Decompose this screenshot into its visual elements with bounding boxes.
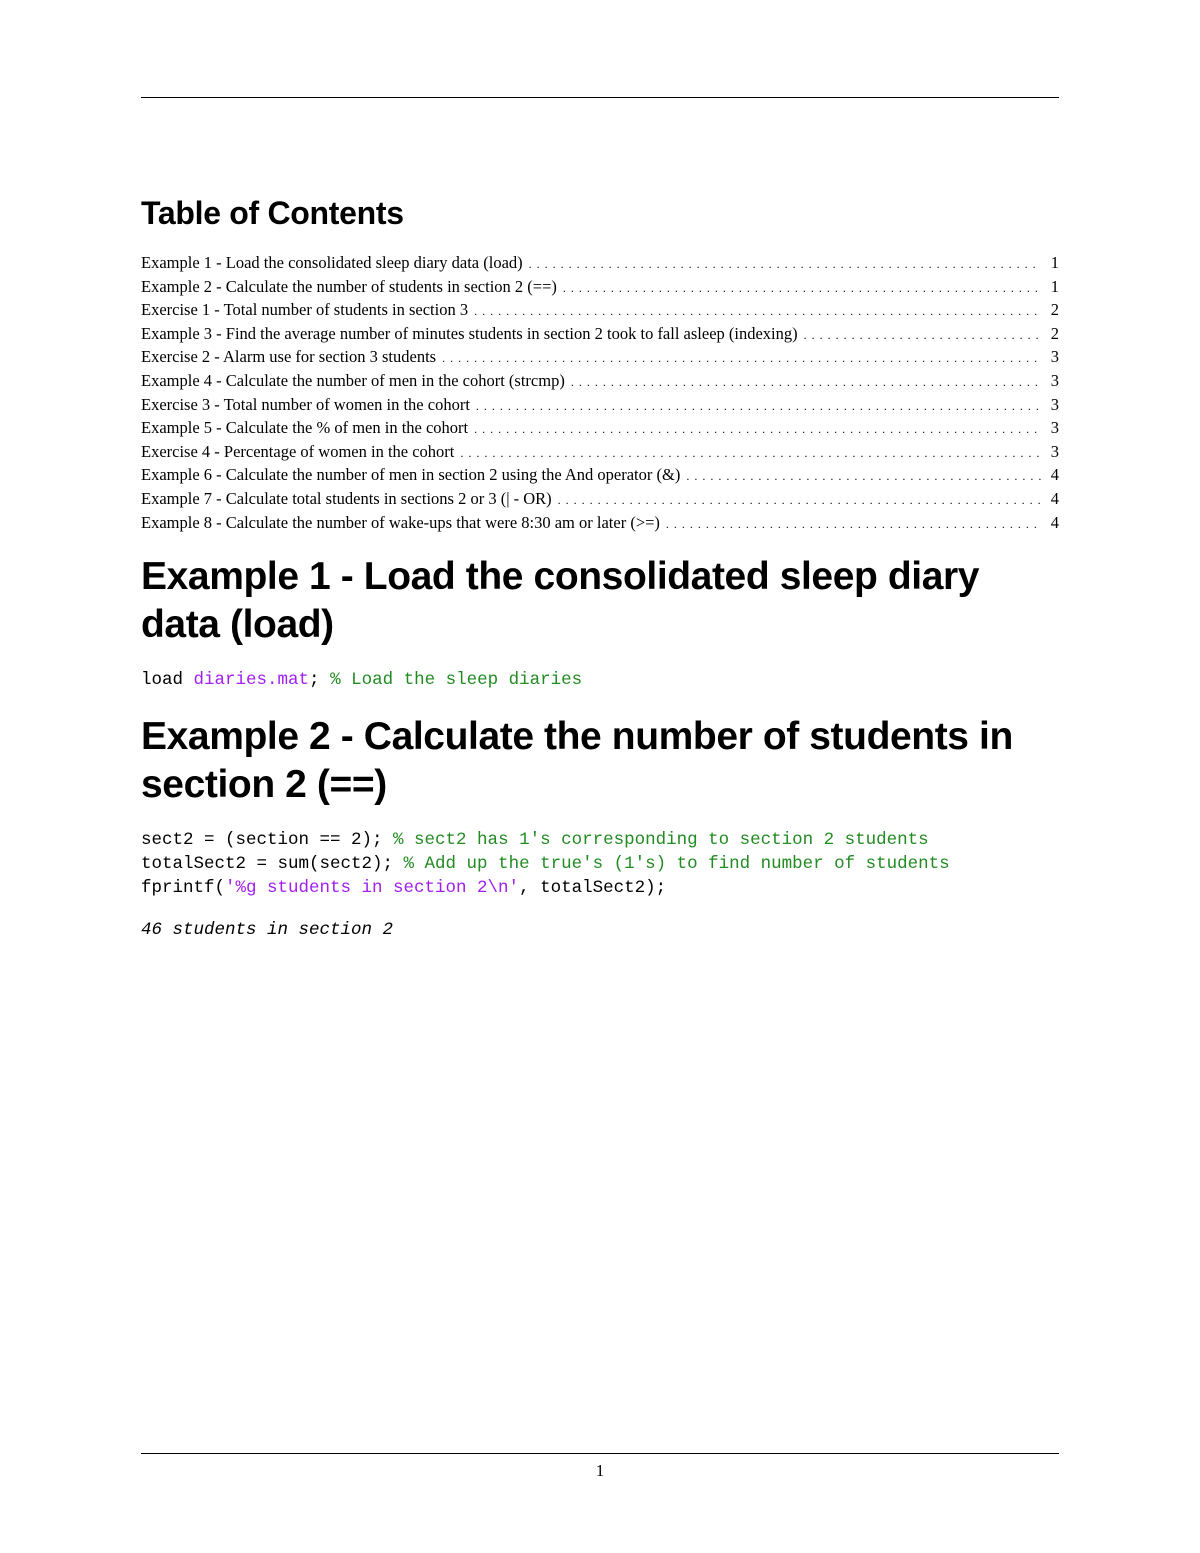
code-comment: % Add up the true's (1's) to find number of students [403, 854, 950, 874]
toc-leader-dots [476, 395, 1041, 417]
toc-entry-page: 4 [1050, 465, 1059, 485]
toc-entry[interactable] [141, 298, 1059, 322]
code-comment: % Load the sleep diaries [330, 670, 583, 690]
toc-entry-page: 2 [1050, 323, 1059, 343]
toc-leader-dots [460, 442, 1041, 464]
code-text: load [141, 670, 194, 690]
toc-leader-dots [529, 253, 1041, 275]
footer-rule [141, 1453, 1059, 1454]
toc-entry-page: 3 [1050, 347, 1059, 367]
toc-leader-dots [558, 489, 1041, 511]
toc-entry-label: Example 6 - Calculate the number of men in section 2 using the And operator (&) [141, 465, 681, 485]
toc-entry-label: Exercise 4 - Percentage of women in the cohort [141, 441, 455, 461]
toc-entry-page: 1 [1050, 276, 1059, 296]
toc-leader-dots [804, 324, 1041, 346]
toc-entry[interactable] [141, 463, 1059, 487]
code-text: totalSect2 = sum(sect2); [141, 854, 404, 874]
example2-heading: Example 2 - Calculate the number of students in section 2 (==) [141, 715, 1013, 806]
toc-entry[interactable] [141, 345, 1059, 369]
toc-entry[interactable] [141, 440, 1059, 464]
toc-entry[interactable] [141, 393, 1059, 417]
toc-title: Table of Contents [141, 195, 404, 231]
example2-output: 46 students in section 2 [141, 920, 394, 940]
toc-leader-dots [474, 300, 1041, 322]
code-text: ; [309, 670, 331, 690]
header-rule [141, 97, 1059, 98]
toc-leader-dots [563, 277, 1041, 299]
toc-entry-label: Example 1 - Load the consolidated sleep diary data (load) [141, 253, 523, 272]
toc-entry-page: 2 [1050, 300, 1059, 320]
example1-code-block [141, 668, 582, 692]
toc-entry-page: 3 [1050, 418, 1059, 438]
toc-entry-page: 3 [1050, 441, 1059, 461]
example1-heading: Example 1 - Load the consolidated sleep diary data (load) [141, 555, 980, 646]
toc-entry[interactable] [141, 416, 1059, 440]
toc-leader-dots [442, 347, 1041, 369]
toc-entry-label: Exercise 2 - Alarm use for section 3 students [141, 347, 437, 367]
toc-leader-dots [666, 513, 1041, 535]
toc-entry-label: Example 4 - Calculate the number of men in the cohort (strcmp) [141, 370, 565, 390]
toc-entry-page: 4 [1050, 512, 1059, 532]
code-text: , totalSect2); [519, 878, 667, 898]
toc-entry-label: Example 3 - Find the average number of minutes students in section 2 took to fall asleep (indexing) [141, 323, 798, 343]
toc-entry-page: 3 [1050, 370, 1059, 390]
toc-entry[interactable] [141, 275, 1059, 299]
toc-entry-label: Exercise 3 - Total number of women in the cohort [141, 394, 470, 414]
code-comment: % sect2 has 1's corresponding to section 2 students [393, 830, 929, 850]
toc-leader-dots [686, 465, 1041, 487]
toc-entry-label: Example 5 - Calculate the % of men in the cohort [141, 418, 469, 438]
toc-entry-label: Example 8 - Calculate the number of wake-ups that were 8:30 am or later (>=) [141, 512, 660, 532]
page-number: 1 [595, 1461, 605, 1480]
code-text: fprintf( [141, 878, 226, 898]
toc-entry-page: 4 [1050, 488, 1059, 508]
toc-entry-label: Example 7 - Calculate total students in sections 2 or 3 (| - OR) [141, 488, 552, 508]
example2-code-block [141, 828, 950, 900]
toc-entry-page: 3 [1050, 394, 1059, 414]
toc-entry[interactable] [141, 369, 1059, 393]
toc-entry[interactable] [141, 251, 1059, 275]
toc-entry[interactable] [141, 322, 1059, 346]
toc-entry-page: 1 [1050, 253, 1059, 272]
toc-list [141, 251, 1059, 534]
code-string: diaries.mat [193, 670, 310, 690]
toc-entry[interactable] [141, 487, 1059, 511]
code-string: '%g students in section 2\n' [225, 878, 520, 898]
code-text: sect2 = (section == 2); [141, 830, 394, 850]
toc-entry-label: Example 2 - Calculate the number of students in section 2 (==) [141, 276, 557, 296]
toc-entry[interactable] [141, 511, 1059, 535]
toc-leader-dots [474, 418, 1041, 440]
toc-leader-dots [571, 371, 1041, 393]
toc-entry-label: Exercise 1 - Total number of students in section 3 [141, 300, 469, 320]
